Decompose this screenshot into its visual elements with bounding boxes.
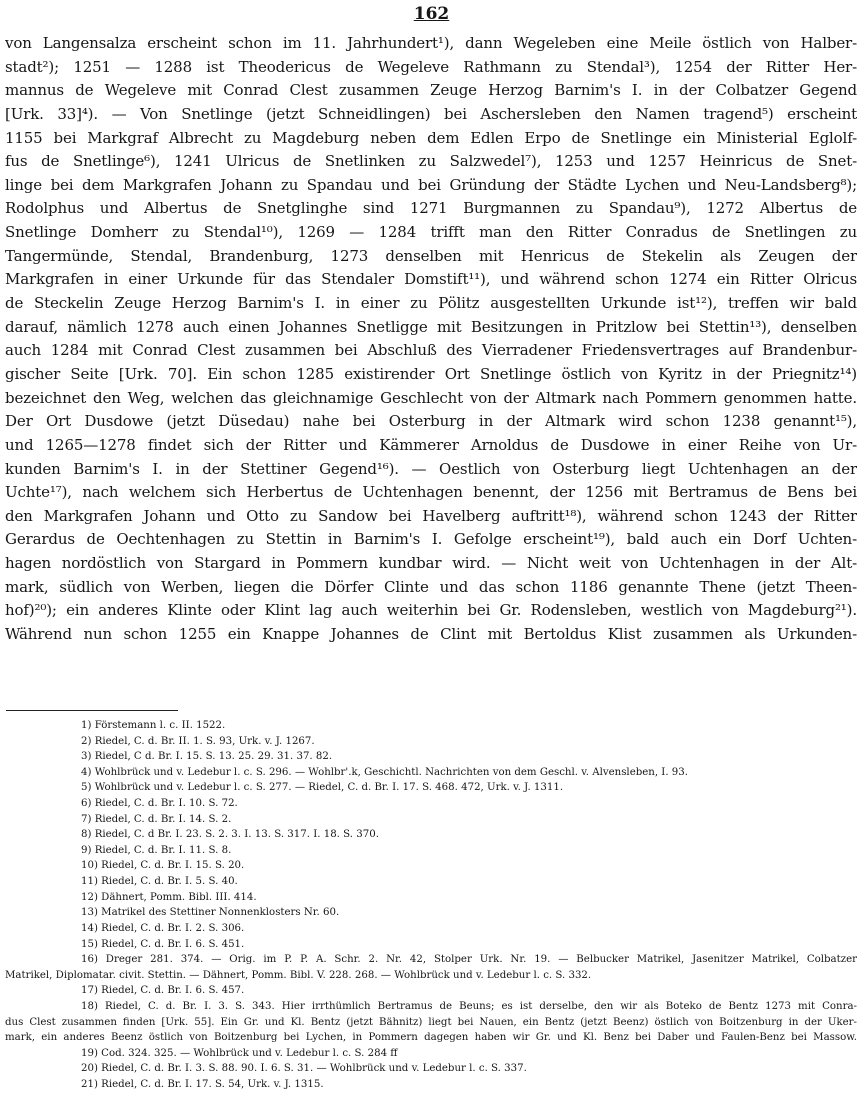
body-line: und 1265—1278 findet sich der Ritter und Kämmerer Arnoldus de Dusdowe in einer Reihe von Ur- xyxy=(5,435,857,454)
footnote-continuation: Matrikel, Diplomatar. civit. Stettin. — Dähnert, Pomm. Bibl. V. 228. 268. — Wohlbrück und v. Ledebur l. c. S. 332. xyxy=(5,969,592,981)
footnote: 11) Riedel, C. d. Br. I. 5. S. 40. xyxy=(81,876,238,888)
body-line: hof)²⁰); ein anderes Klinte oder Klint lag auch weiterhin bei Gr. Rodensleben, westlich von Magdeburg²¹). xyxy=(5,601,857,620)
footnote: 9) Riedel, C. d. Br. I. 11. S. 8. xyxy=(81,844,232,856)
footnote: 5) Wohlbrück und v. Ledebur l. c. S. 277. — Riedel, C. d. Br. I. 17. S. 468. 472, Urk. v. J. 1311. xyxy=(81,782,564,794)
body-line: Gerardus de Oechtenhagen zu Stettin in Barnim's I. Gefolge erscheint¹⁹), bald auch ein Dorf Uchten- xyxy=(5,530,857,549)
body-line: bezeichnet den Weg, welchen das gleichnamige Geschlecht von der Altmark nach Pommern genommen hatte. xyxy=(5,388,857,407)
page-number: 162 xyxy=(413,4,450,24)
footnote: 21) Riedel, C. d. Br. I. 17. S. 54, Urk. v. J. 1315. xyxy=(81,1079,324,1091)
body-line: mark, südlich von Werben, liegen die Dörfer Clinte und das schon 1186 genannte Thene (jetzt Theen- xyxy=(5,577,857,596)
footnote: 1) Förstemann l. c. II. 1522. xyxy=(81,720,226,731)
footnote: 3) Riedel, C d. Br. I. 15. S. 13. 25. 29. 31. 37. 82. xyxy=(81,751,333,763)
body-line: Der Ort Dusdowe (jetzt Düsedau) nahe bei Osterburg in der Altmark wird schon 1238 genannt¹⁵), xyxy=(5,412,857,431)
body-line: Uchte¹⁷), nach welchem sich Herbertus de Uchtenhagen benennt, der 1256 mit Bertramus de Bens bei xyxy=(5,483,857,502)
footnote: 13) Matrikel des Stettiner Nonnenklosters Nr. 60. xyxy=(81,907,340,919)
footnote: 16) Dreger 281. 374. — Orig. im P. P. A. Schr. 2. Nr. 42, Stolper Urk. Nr. 19. — Belbucker Matrikel, Jasenitzer Matrikel, Colbatzer xyxy=(81,954,857,966)
footnote: 2) Riedel, C. d. Br. II. 1. S. 93, Urk. v. J. 1267. xyxy=(81,735,315,747)
footnote: 7) Riedel, C. d. Br. I. 14. S. 2. xyxy=(81,813,232,825)
footnote: 19) Cod. 324. 325. — Wohlbrück und v. Ledebur l. c. S. 284 ff xyxy=(81,1047,398,1059)
footnote-divider xyxy=(6,710,178,711)
body-line: Snetlinge Domherr zu Stendal¹⁰), 1269 — 1284 trifft man den Ritter Conradus de Snetlingen zu xyxy=(5,223,857,242)
body-line: den Markgrafen Johann und Otto zu Sandow bei Havelberg auftritt¹⁸), während schon 1243 der Ritter xyxy=(5,506,857,525)
body-line: kunden Barnim's I. in der Stettiner Gegend¹⁶). — Oestlich von Osterburg liegt Uchtenhagen an der xyxy=(5,459,857,478)
footnote: 18) Riedel, C. d. Br. I. 3. S. 343. Hier irrthümlich Bertramus de Beuns; es ist derselbe, den wir als Boteko de Bentz 1273 mit Conra- xyxy=(81,1000,857,1012)
body-line: gischer Seite [Urk. 70]. Ein schon 1285 existirender Ort Snetlinge östlich von Kyritz in der Priegnitz¹⁴) xyxy=(5,364,857,383)
footnote: 8) Riedel, C. d Br. I. 23. S. 2. 3. I. 13. S. 317. I. 18. S. 370. xyxy=(81,829,379,841)
body-line: Tangermünde, Stendal, Brandenburg, 1273 denselben mit Henricus de Stekelin als Zeugen der xyxy=(5,246,857,265)
body-line: Markgrafen in einer Urkunde für das Stendaler Domstift¹¹), und während schon 1274 ein Ritter Olricus xyxy=(5,270,857,289)
footnote: 6) Riedel, C. d. Br. I. 10. S. 72. xyxy=(81,798,238,810)
body-line: fus de Snetlinge⁶), 1241 Ulricus de Snetlinken zu Salzwedel⁷), 1253 und 1257 Heinricus de Snet- xyxy=(5,152,857,171)
body-line: von Langensalza erscheint schon im 11. Jahrhundert¹), dann Wegeleben eine Meile östlich von Halber- xyxy=(5,34,857,52)
footnotes xyxy=(5,718,857,1093)
body-line: 1155 bei Markgraf Albrecht zu Magdeburg neben dem Edlen Erpo de Snetlinge ein Ministerial Eglolf- xyxy=(5,128,857,147)
footnote: 10) Riedel, C. d. Br. I. 15. S. 20. xyxy=(81,860,245,872)
body-line: de Steckelin Zeuge Herzog Barnim's I. in einer zu Pölitz ausgestellten Urkunde ist¹²), treffen wir bald xyxy=(5,294,857,313)
footnote: 20) Riedel, C. d. Br. I. 3. S. 88. 90. I. 6. S. 31. — Wohlbrück und v. Ledebur l. c. S. 337. xyxy=(81,1063,527,1075)
footnote-continuation: dus Clest zusammen finden [Urk. 55]. Ein Gr. und Kl. Bentz (jetzt Bähnitz) liegt bei Nauen, ein Bentz (jetzt Beenz) östlich von Boitzenburg in der Uker- xyxy=(5,1016,857,1028)
footnote: 12) Dähnert, Pomm. Bibl. III. 414. xyxy=(81,891,257,903)
footnote: 14) Riedel, C. d. Br. I. 2. S. 306. xyxy=(81,922,245,934)
footnote: 17) Riedel, C. d. Br. I. 6. S. 457. xyxy=(81,985,245,997)
body-text xyxy=(5,32,857,647)
body-line: stadt²); 1251 — 1288 ist Theodericus de Wegeleve Rathmann zu Stendal³), 1254 der Ritter Her- xyxy=(5,57,857,76)
body-line: [Urk. 33]⁴). — Von Snetlinge (jetzt Schneidlingen) bei Aschersleben den Namen tragend⁵) erscheint xyxy=(5,104,857,123)
footnote: 15) Riedel, C. d. Br. I. 6. S. 451. xyxy=(81,938,245,950)
body-line: Während nun schon 1255 ein Knappe Johannes de Clint mit Bertoldus Klist zusammen als Urkunden- xyxy=(5,625,857,644)
body-line: darauf, nämlich 1278 auch einen Johannes Snetligge mit Besitzungen in Pritzlow bei Stettin¹³), denselben xyxy=(5,317,857,336)
body-line: linge bei dem Markgrafen Johann zu Spandau und bei Gründung der Städte Lychen und Neu-Landsberg⁸); xyxy=(5,175,857,194)
footnote-continuation: mark, ein anderes Beenz östlich von Boitzenburg bei Lychen, in Pommern dagegen haben wir Gr. und Kl. Benz bei Daber und Faulen-Benz bei Massow. xyxy=(5,1032,857,1044)
body-line: auch 1284 mit Conrad Clest zusammen bei Abschluß des Vierradener Friedensvertrages auf Brandenbur- xyxy=(5,341,857,360)
footnote: 4) Wohlbrück und v. Ledebur l. c. S. 296. — Wohlbr'.k, Geschichtl. Nachrichten von dem Geschl. v. Alvensleben, I. 93. xyxy=(81,766,689,778)
body-line: hagen nordöstlich von Stargard in Pommern kundbar wird. — Nicht weit von Uchtenhagen in der Alt- xyxy=(5,554,857,573)
body-line: Rodolphus und Albertus de Snetglinghe sind 1271 Burgmannen zu Spandau⁹), 1272 Albertus de xyxy=(5,199,857,218)
body-line: mannus de Wegeleve mit Conrad Clest zusammen Zeuge Herzog Barnim's I. in der Colbatzer Gegend xyxy=(5,81,857,100)
